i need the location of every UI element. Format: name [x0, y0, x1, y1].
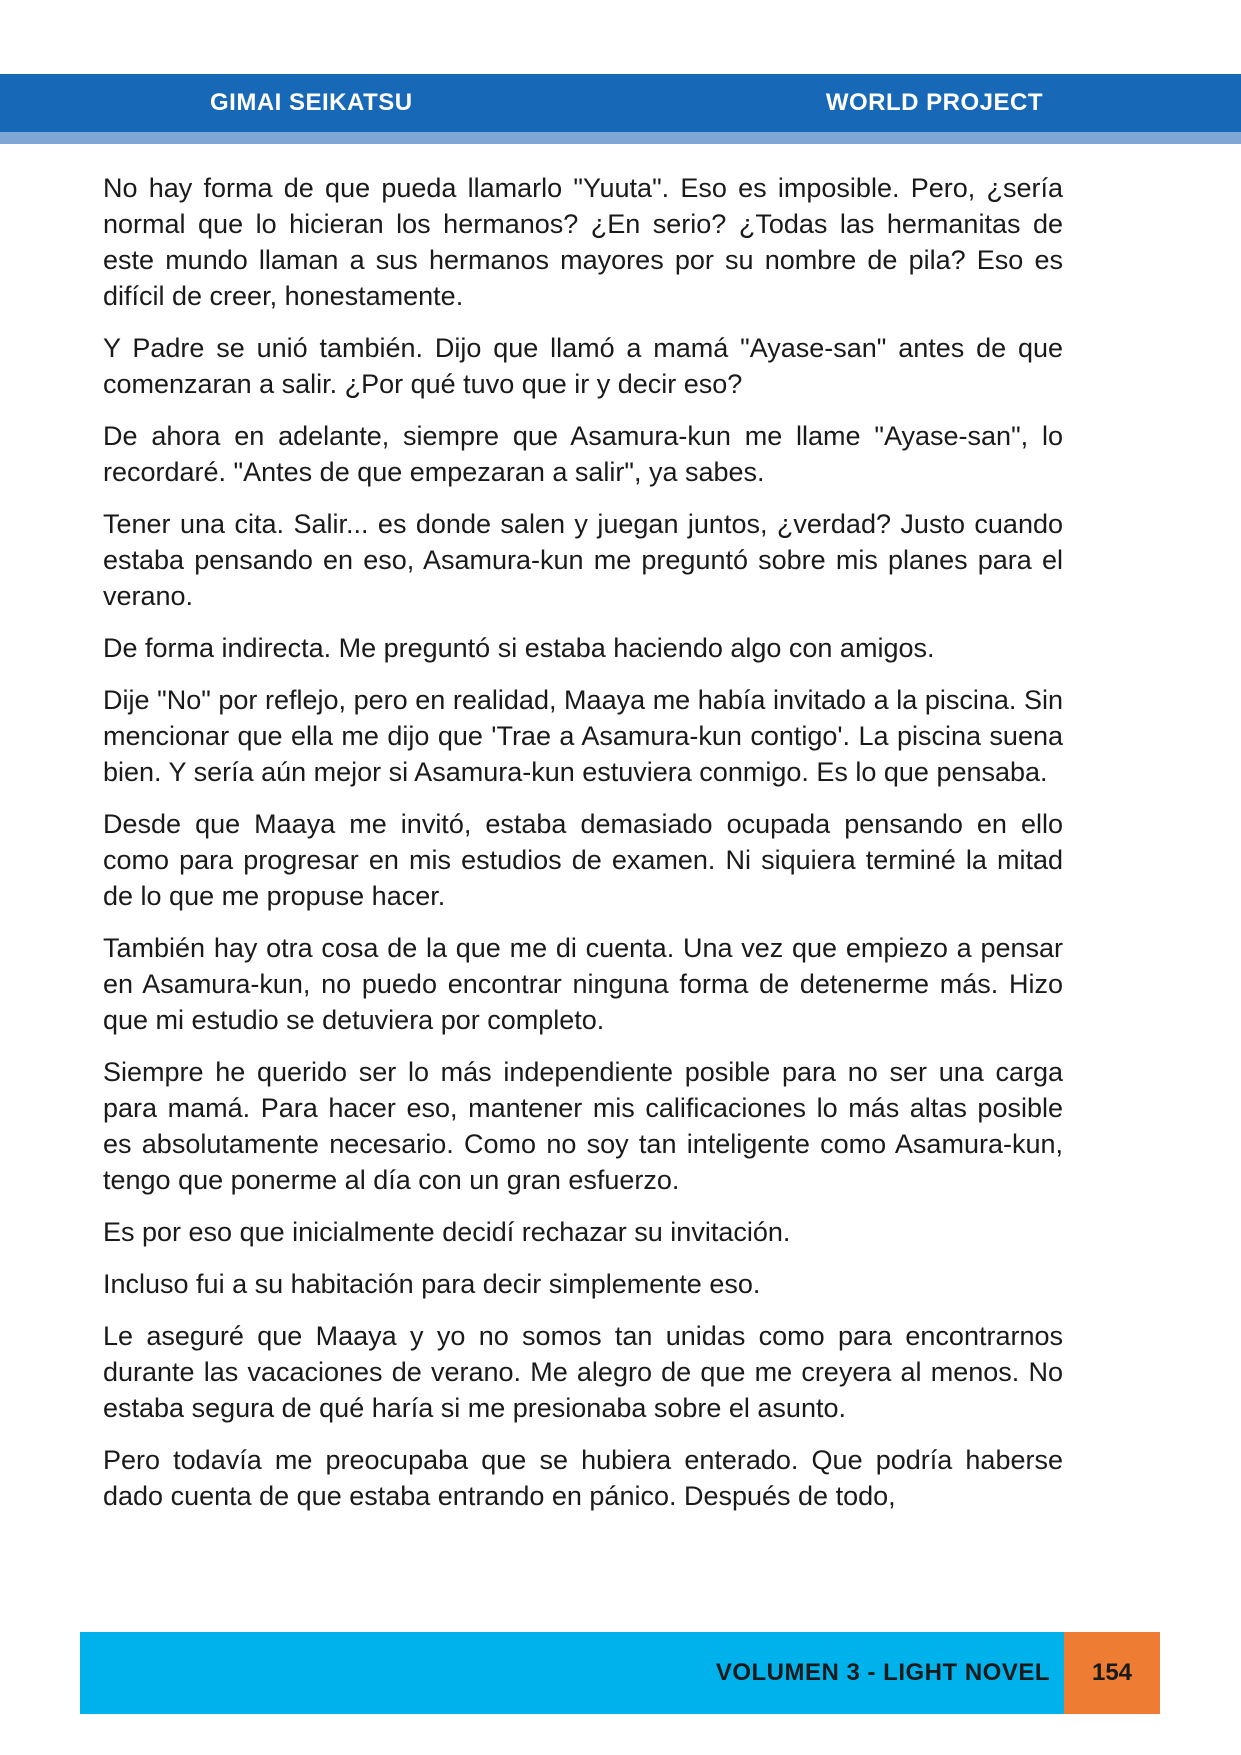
page-body: [103, 170, 1063, 1530]
paragraph-2: Y Padre se unió también. Dijo que llamó a mamá "Ayase-san" antes de que comenzaran a salir. ¿Por qué tuvo que ir y decir eso?: [103, 333, 1063, 399]
paragraph-1: No hay forma de que pueda llamarlo "Yuuta". Eso es imposible. Pero, ¿sería normal que lo hicieran los hermanos? ¿En serio? ¿Todas las hermanitas de este mundo llaman a sus hermanos mayores por su nombre de pila? Eso es difícil de creer, honestamente.: [103, 173, 1063, 311]
paragraph-9: Siempre he querido ser lo más independiente posible para no ser una carga para mamá. Para hacer eso, mantener mis calificaciones lo más altas posible es absolutamente necesario. Como no soy tan inteligente como Asamura-kun, tengo que ponerme al día con un gran esfuerzo.: [103, 1057, 1063, 1195]
footer-band: [80, 1632, 1064, 1714]
header-shadow: [0, 132, 1241, 144]
paragraph-5: De forma indirecta. Me preguntó si estaba haciendo algo con amigos.: [103, 633, 935, 663]
header-group-name: WORLD PROJECT: [825, 89, 1043, 116]
paragraph-7: Desde que Maaya me invitó, estaba demasiado ocupada pensando en ello como para progresar en mis estudios de examen. Ni siquiera terminé la mitad de lo que me propuse hacer.: [103, 809, 1063, 911]
paragraph-6: Dije "No" por reflejo, pero en realidad, Maaya me había invitado a la piscina. Sin mencionar que ella me dijo que 'Trae a Asamura-kun contigo'. La piscina suena bien. Y sería aún mejor si Asamura-kun estuviera conmigo. Es lo que pensaba.: [103, 685, 1063, 787]
footer-volume-label: VOLUMEN 3 - LIGHT NOVEL: [715, 1659, 1050, 1686]
header-band: [0, 74, 1241, 132]
paragraph-13: Pero todavía me preocupaba que se hubiera enterado. Que podría haberse dado cuenta de que estaba entrando en pánico. Después de todo,: [103, 1445, 1063, 1511]
paragraph-10: Es por eso que inicialmente decidí rechazar su invitación.: [103, 1217, 791, 1247]
paragraph-11: Incluso fui a su habitación para decir simplemente eso.: [103, 1269, 761, 1299]
paragraph-4: Tener una cita. Salir... es donde salen y juegan juntos, ¿verdad? Justo cuando estaba pensando en eso, Asamura-kun me preguntó sobre mis planes para el verano.: [103, 509, 1063, 611]
page-number: 154: [1064, 1632, 1160, 1714]
header-series-title: GIMAI SEIKATSU: [210, 89, 413, 116]
paragraph-12: Le aseguré que Maaya y yo no somos tan unidas como para encontrarnos durante las vacaciones de verano. Me alegro de que me creyera al menos. No estaba segura de qué haría si me presionaba sobre el asunto.: [103, 1321, 1063, 1423]
paragraph-8: También hay otra cosa de la que me di cuenta. Una vez que empiezo a pensar en Asamura-kun, no puedo encontrar ninguna forma de detenerme más. Hizo que mi estudio se detuviera por completo.: [103, 933, 1063, 1035]
paragraph-3: De ahora en adelante, siempre que Asamura-kun me llame "Ayase-san", lo recordaré. "Antes de que empezaran a salir", ya sabes.: [103, 421, 1063, 487]
